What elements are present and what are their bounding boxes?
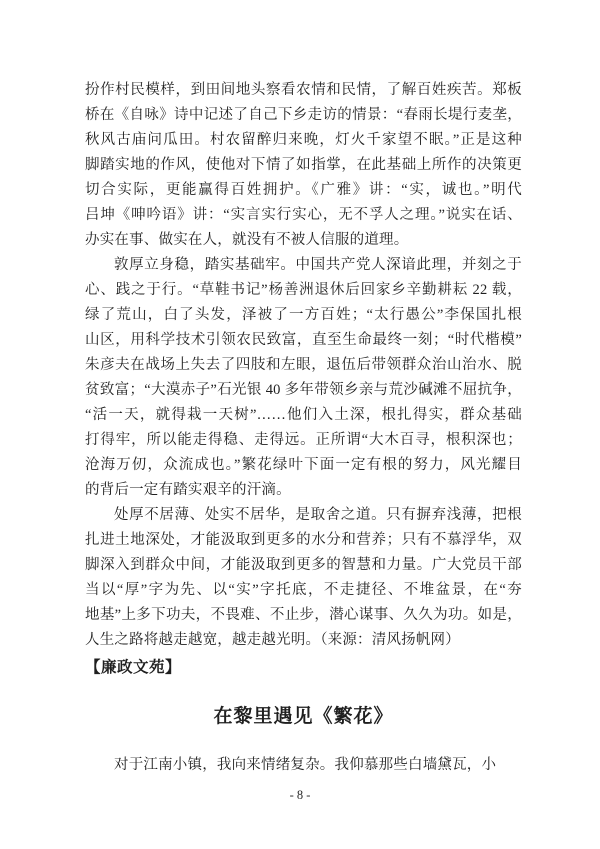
text-line: 处厚不居薄、处实不居华，是取舍之道。只有摒弃浅薄，把根 xyxy=(114,507,522,523)
page-number: - 8 - xyxy=(289,788,311,802)
page-content xyxy=(85,78,522,778)
text-line: 的背后一定有踏实艰辛的汗滴。 xyxy=(85,482,291,498)
text-line: 山区，用科学技术引领农民致富，直至生命最终一刻；“时代楷模” xyxy=(85,332,522,348)
article-body-text xyxy=(85,753,522,778)
paragraph xyxy=(85,503,522,653)
text-line: 对于江南小镇，我向来情绪复杂。我仰慕那些白墙黛瓦，小 xyxy=(114,757,497,773)
text-line: 扎进土地深处，才能汲取到更多的水分和营养；只有不慕浮华，双 xyxy=(85,532,522,548)
text-line: 切合实际，更能赢得百姓拥护。《广雅》讲：“实，诚也。”明代 xyxy=(85,182,522,198)
paragraph xyxy=(85,78,522,253)
text-line: 桥在《自咏》诗中记述了自己下乡走访的情景：“春雨长堤行麦垄， xyxy=(85,107,522,123)
paragraph xyxy=(85,253,522,503)
text-line: 绿了荒山，白了头发，泽被了一方百姓；“太行愚公”李保国扎根 xyxy=(85,307,522,323)
text-line: 脚深入到群众中间，才能汲取到更多的智慧和力量。广大党员干部 xyxy=(85,557,522,573)
section-heading: 【廉政文苑】 xyxy=(85,659,182,676)
text-line: 贫致富；“大漠赤子”石光银 40 多年带领乡亲与荒沙碱滩不屈抗争， xyxy=(85,382,522,398)
text-line: 沧海万仞，众流成也。”繁花绿叶下面一定有根的努力，风光耀目 xyxy=(85,457,522,473)
text-line: 地基”上多下功夫，不畏难、不止步，潜心谋事、久久为功。如是， xyxy=(85,607,522,623)
text-line: 脚踏实地的作风，使他对下情了如指掌，在此基础上所作的决策更 xyxy=(85,157,522,173)
text-line: 扮作村民模样，到田间地头察看农情和民情，了解百姓疾苦。郑板 xyxy=(85,82,522,98)
paragraph xyxy=(85,753,522,778)
body-text xyxy=(85,78,522,653)
text-line: 心、践之于行。“草鞋书记”杨善洲退休后回家乡辛勤耕耘 22 载， xyxy=(85,282,522,298)
text-line: “活一天，就得栽一天树”……他们入土深，根扎得实，群众基础 xyxy=(85,407,522,423)
text-line: 敦厚立身稳，踏实基础牢。中国共产党人深谙此理，并刻之于 xyxy=(114,257,522,273)
text-line: 人生之路将越走越宽，越走越光明。（来源：清风扬帆网） xyxy=(85,632,460,648)
text-line: 办实在事、做实在人，就没有不被人信服的道理。 xyxy=(85,232,409,248)
text-line: 打得牢，所以能走得稳、走得远。正所谓“大木百寻，根积深也； xyxy=(85,432,522,448)
text-line: 秋风古庙问瓜田。村农留醉归来晚，灯火千家望不眠。”正是这种 xyxy=(85,132,522,148)
article-title: 在黎里遇见《繁花》 xyxy=(213,706,394,727)
text-line: 吕坤《呻吟语》讲：“实言实行实心，无不孚人之理。”说实在话、 xyxy=(85,207,522,223)
text-line: 朱彦夫在战场上失去了四肢和左眼，退伍后带领群众治山治水、脱 xyxy=(85,357,522,373)
text-line: 当以“厚”字为先、以“实”字托底，不走捷径、不堆盆景，在“夯 xyxy=(85,582,522,598)
